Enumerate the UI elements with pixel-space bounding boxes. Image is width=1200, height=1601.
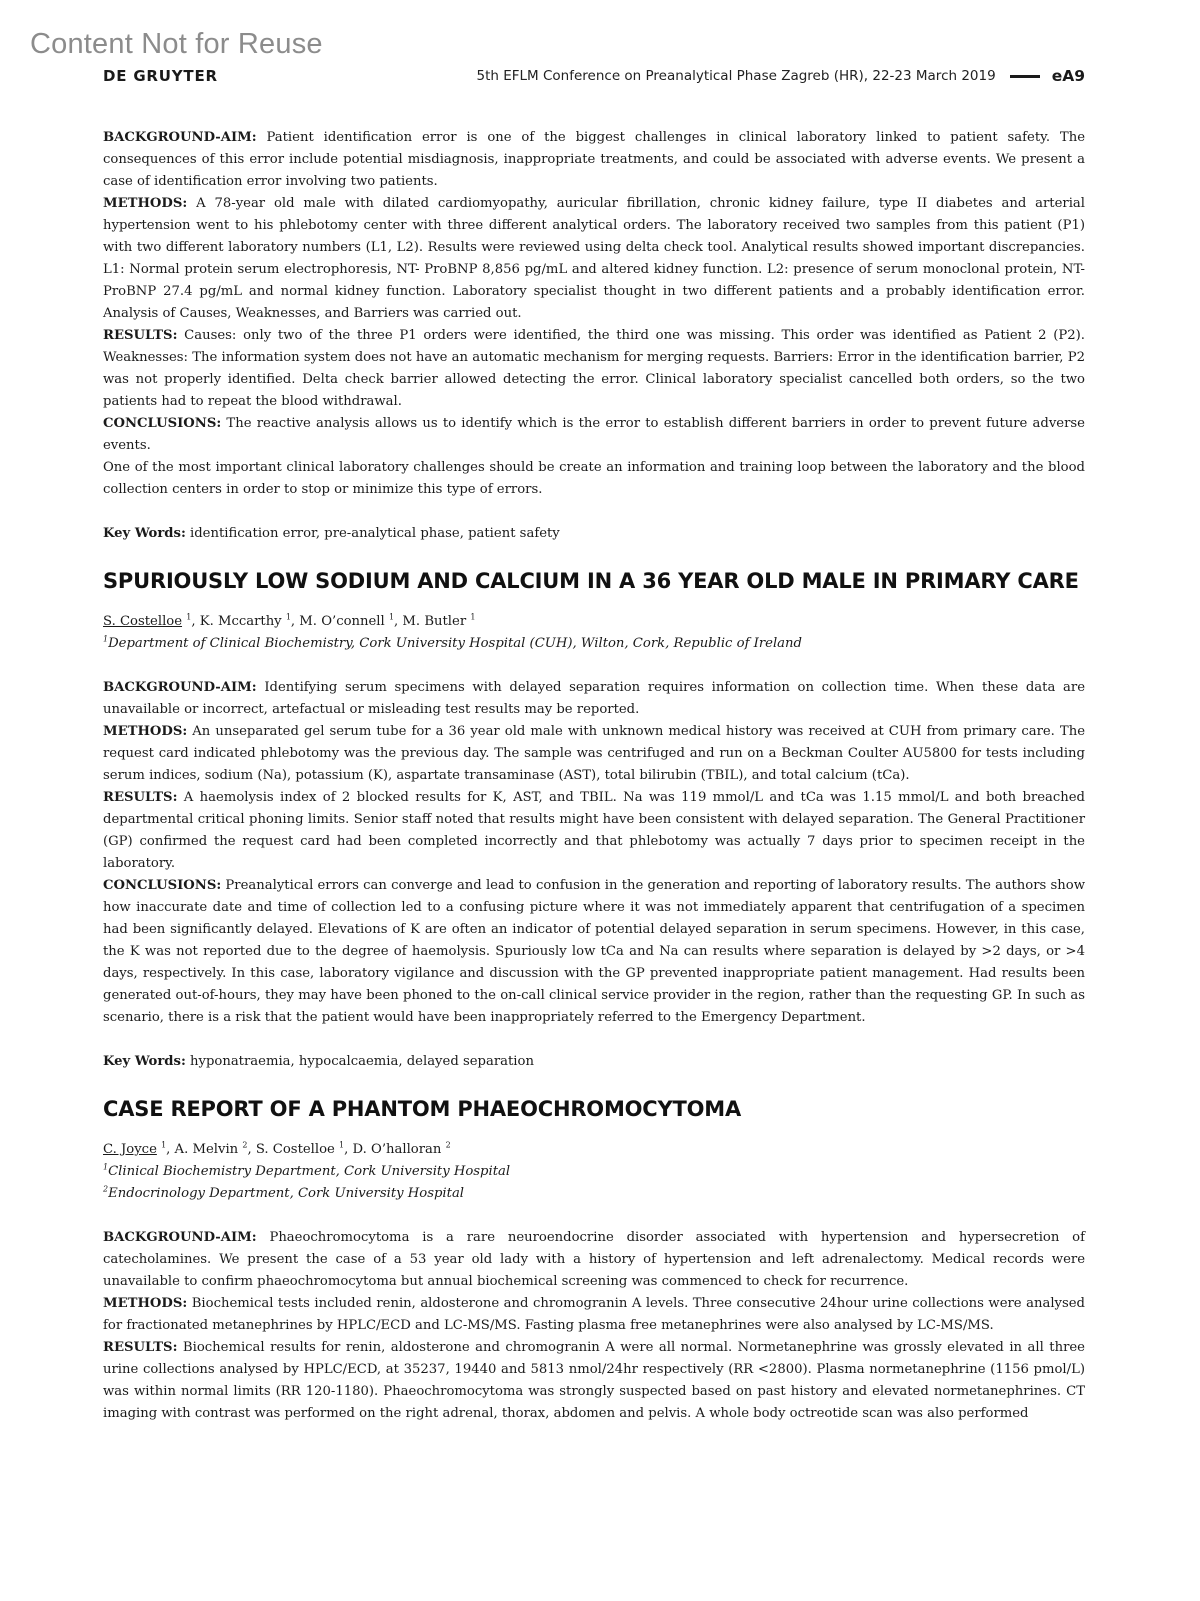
section-label: BACKGROUND-AIM: — [103, 1230, 257, 1245]
affiliation-marker: 2 — [445, 1140, 451, 1150]
author: , M. Butler — [394, 614, 471, 629]
abstract-2-background — [103, 677, 1085, 721]
abstract-3-affiliation-2 — [103, 1183, 1085, 1205]
abstract-3-background — [103, 1227, 1085, 1293]
author: , A. Melvin — [166, 1142, 243, 1157]
abstract-3-affiliation-1 — [103, 1161, 1085, 1183]
section-text: Phaeochromocytoma is a rare neuroendocrine disorder associated with hypertension and hypersecretion of catecholamines. We present the case of a 53 year old lady with a history of hypertension and left adrenalectomy. Medical records were unavailable to confirm phaeochromocytoma but annual biochemical screening was commenced to check for recurrence. — [103, 1230, 1085, 1289]
affiliation-text: Clinical Biochemistry Department, Cork University Hospital — [108, 1164, 511, 1179]
section-label: RESULTS: — [103, 1340, 178, 1355]
section-text: A 78-year old male with dilated cardiomyopathy, auricular fibrillation, chronic kidney failure, type II diabetes and arterial hypertension went to his phlebotomy center with three different analytical orders. The laboratory received two samples from this patient (P1) with two different laboratory numbers (L1, L2). Results were reviewed using delta check tool. Analytical results showed important discrepancies. L1: Normal protein serum electrophoresis, NT- ProBNP 8,856 pg/mL and altered kidney function. L2: presence of serum monoclonal protein, NT-ProBNP 27.4 pg/mL and normal kidney function. Laboratory specialist thought in two different patients and a probably identification error. Analysis of Causes, Weaknesses, and Barriers was carried out. — [103, 196, 1085, 321]
affiliation-marker: 1 — [285, 612, 291, 622]
abstract-2-methods — [103, 721, 1085, 787]
page-content — [103, 127, 1085, 1425]
section-text: Biochemical tests included renin, aldosterone and chromogranin A levels. Three consecutive 24hour urine collections were analysed for fractionated metanephrines by HPLC/ECD and LC-MS/MS. Fasting plasma free metanephrines were also analysed by LC-MS/MS. — [103, 1296, 1085, 1333]
publisher-name: DE GRUYTER — [103, 67, 218, 85]
affiliation-marker: 1 — [470, 612, 476, 622]
author: , D. O’halloran — [344, 1142, 446, 1157]
section-text: Biochemical results for renin, aldosterone and chromogranin A were all normal. Normetanephrine was grossly elevated in all three urine collections analysed by HPLC/ECD, at 35237, 19440 and 5813 nmol/24hr respectively (RR <2800). Plasma normetanephrine (1156 pmol/L) was within normal limits (RR 120-1180). Phaeochromocytoma was strongly suspected based on past history and elevated normetanephrines. CT imaging with contrast was performed on the right adrenal, thorax, abdomen and pelvis. A whole body octreotide scan was also performed — [103, 1340, 1085, 1421]
section-label: BACKGROUND-AIM: — [103, 680, 257, 695]
abstract-3-methods — [103, 1293, 1085, 1337]
affiliation-marker: 1 — [388, 612, 395, 622]
section-text: Preanalytical errors can converge and lead to confusion in the generation and reporting of laboratory results. The authors show how inaccurate date and time of collection led to a confusing picture where it was not immediately apparent that centrifugation of a specimen had been significantly delayed. Elevations of K are often an indicator of potential delayed separation in serum specimens. However, in this case, the K was not reported due to the degree of haemolysis. Spuriously low tCa and Na can results where separation is delayed by >2 days, or >4 days, respectively. In this case, laboratory vigilance and discussion with the GP prevented inappropriate patient management. Had results been generated out-of-hours, they may have been phoned to the on-call clinical service provider in the region, rather than the requesting GP. In such as scenario, there is a risk that the patient would have been inappropriately referred to the Emergency Department. — [103, 878, 1085, 1025]
affiliation-marker: 1 — [161, 1140, 167, 1150]
abstract-3-title: CASE REPORT OF A PHANTOM PHAEOCHROMOCYTOMA — [103, 1097, 742, 1121]
abstract-1 — [103, 127, 1085, 545]
affiliation-marker: 2 — [242, 1140, 248, 1150]
keywords-label: Key Words: — [103, 1054, 186, 1069]
section-label: CONCLUSIONS: — [103, 878, 222, 893]
presenting-author: S. Costelloe — [103, 614, 183, 629]
affiliation-text: Department of Clinical Biochemistry, Cork University Hospital (CUH), Wilton, Cork, Republic of Ireland — [108, 636, 802, 651]
page-header — [103, 64, 1085, 88]
abstract-3-results — [103, 1337, 1085, 1425]
keywords-text: identification error, pre-analytical phase, patient safety — [185, 526, 560, 541]
abstract-3-authors — [103, 1139, 1085, 1161]
section-label: RESULTS: — [103, 328, 178, 343]
section-label: CONCLUSIONS: — [103, 416, 222, 431]
section-text: Patient identification error is one of the biggest challenges in clinical laboratory linked to patient safety. The consequences of this error include potential misdiagnosis, inappropriate treatments, and could be associated with adverse events. We present a case of identification error involving two patients. — [103, 130, 1085, 189]
abstract-2-authors — [103, 611, 1085, 633]
abstract-2-title: SPURIOUSLY LOW SODIUM AND CALCIUM IN A 36 YEAR OLD MALE IN PRIMARY CARE — [103, 569, 1079, 593]
abstract-1-conclusions — [103, 413, 1085, 457]
abstract-2-keywords — [103, 1051, 1085, 1073]
affiliation-marker: 1 — [186, 612, 192, 622]
abstract-3 — [103, 1095, 1085, 1425]
header-rule — [1010, 75, 1040, 78]
keywords-text: hyponatraemia, hypocalcaemia, delayed separation — [185, 1054, 534, 1069]
page-number: eA9 — [1051, 67, 1085, 85]
abstract-2-results — [103, 787, 1085, 875]
affiliation-marker: 1 — [339, 1140, 345, 1150]
keywords-label: Key Words: — [103, 526, 186, 541]
section-label: BACKGROUND-AIM: — [103, 130, 257, 145]
abstract-1-keywords — [103, 523, 1085, 545]
affiliation-marker: 1 — [103, 634, 109, 644]
section-label: METHODS: — [103, 1296, 188, 1311]
section-label: METHODS: — [103, 196, 188, 211]
section-text: Identifying serum specimens with delayed separation requires information on collection time. When these data are unavailable or incorrect, artefactual or misleading test results may be reported. — [103, 680, 1085, 717]
abstract-1-results — [103, 325, 1085, 413]
author: , K. Mccarthy — [191, 614, 286, 629]
section-text: The reactive analysis allows us to identify which is the error to establish different barriers in order to prevent future adverse events. — [103, 416, 1085, 453]
affiliation-text: Endocrinology Department, Cork University Hospital — [108, 1186, 465, 1201]
running-title: 5th EFLM Conference on Preanalytical Phase Zagreb (HR), 22-23 March 2019 — [476, 68, 996, 84]
affiliation-marker: 2 — [103, 1184, 109, 1194]
section-text: Causes: only two of the three P1 orders were identified, the third one was missing. This order was identified as Patient 2 (P2). Weaknesses: The information system does not have an automatic mechanism for merging requests. Barriers: Error in the identification barrier, P2 was not properly identified. Delta check barrier allowed detecting the error. Clinical laboratory specialist cancelled both orders, so the two patients had to repeat the blood withdrawal. — [103, 328, 1085, 409]
abstract-1-methods — [103, 193, 1085, 325]
abstract-1-extra: One of the most important clinical laboratory challenges should be create an information and training loop between the laboratory and the blood collection centers in order to stop or minimize this type of errors. — [103, 460, 1085, 497]
author: , S. Costelloe — [247, 1142, 340, 1157]
abstract-2 — [103, 567, 1085, 1073]
section-label: METHODS: — [103, 724, 188, 739]
abstract-1-background — [103, 127, 1085, 193]
abstract-2-affiliation-1 — [103, 633, 1085, 655]
section-text: A haemolysis index of 2 blocked results for K, AST, and TBIL. Na was 119 mmol/L and tCa was 1.15 mmol/L and both breached departmental critical phoning limits. Senior staff noted that results might have been consistent with delayed separation. The General Practitioner (GP) confirmed the request card had been completed incorrectly and that phlebotomy was actually 7 days prior to specimen receipt in the laboratory. — [103, 790, 1085, 871]
presenting-author: C. Joyce — [103, 1142, 157, 1157]
section-text: An unseparated gel serum tube for a 36 year old male with unknown medical history was received at CUH from primary care. The request card indicated phlebotomy was the previous day. The sample was centrifuged and run on a Beckman Coulter AU5800 for tests including serum indices, sodium (Na), potassium (K), aspartate transaminase (AST), total bilirubin (TBIL), and total calcium (tCa). — [103, 724, 1085, 783]
author: , M. O’connell — [290, 614, 389, 629]
abstract-2-conclusions — [103, 875, 1085, 1029]
section-label: RESULTS: — [103, 790, 178, 805]
affiliation-marker: 1 — [103, 1162, 109, 1172]
watermark: Content Not for Reuse — [30, 28, 323, 60]
